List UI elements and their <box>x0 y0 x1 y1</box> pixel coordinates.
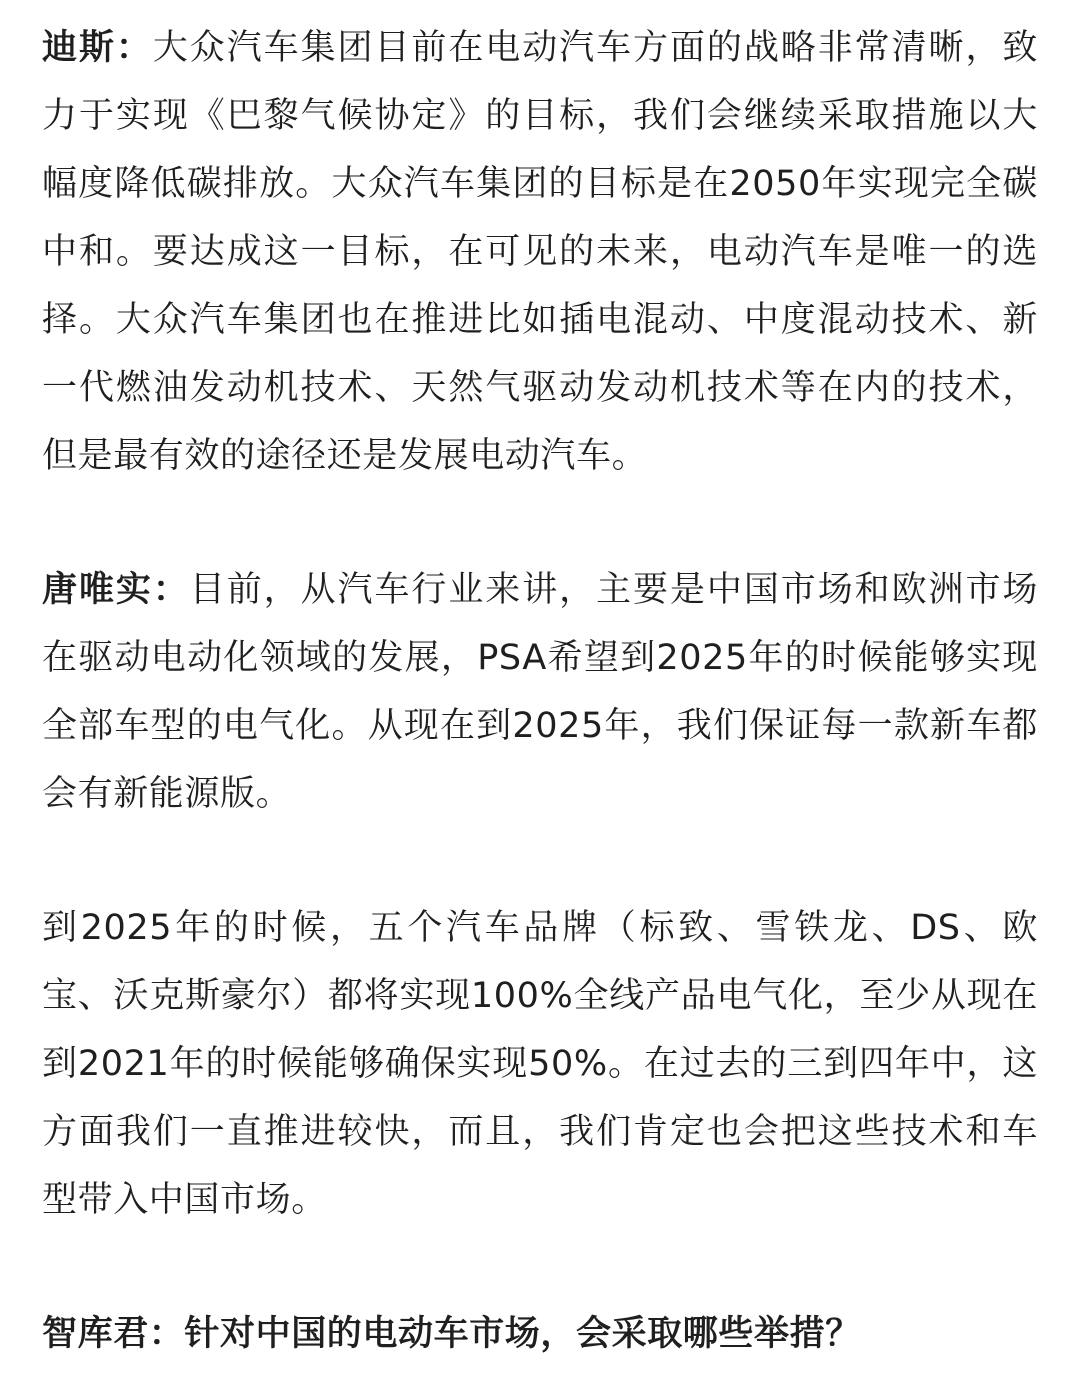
question-text: 针对中国的电动车市场，会采取哪些举措？ <box>184 1314 861 1354</box>
speaker-label: 唐唯实： <box>42 570 190 610</box>
paragraph-text: 目前，从汽车行业来讲，主要是中国市场和欧洲市场在驱动电动化领域的发展，PSA希望到2025年的时候能够实现全部车型的电气化。从现在到2025年，我们保证每一款新车都会有新能源版。 <box>42 570 1038 814</box>
paragraph-text: 到2025年的时候，五个汽车品牌（标致、雪铁龙、DS、欧宝、沃克斯豪尔）都将实现100%全线产品电气化，至少从现在到2021年的时候能够确保实现50%。在过去的三到四年中，这方面我们一直推进较快，而且，我们肯定也会把这些技术和车型带入中国市场。 <box>42 908 1038 1220</box>
paragraph-dis <box>42 14 1038 490</box>
paragraph-question <box>42 1300 1038 1368</box>
article-body <box>42 14 1038 1368</box>
speaker-label: 智库君： <box>42 1314 185 1354</box>
speaker-label: 迪斯： <box>42 28 153 68</box>
paragraph-tang-weishi <box>42 556 1038 828</box>
paragraph-continuation <box>42 894 1038 1234</box>
paragraph-text: 大众汽车集团目前在电动汽车方面的战略非常清晰，致力于实现《巴黎气候协定》的目标，我们会继续采取措施以大幅度降低碳排放。大众汽车集团的目标是在2050年实现完全碳中和。要达成这一目标，在可见的未来，电动汽车是唯一的选择。大众汽车集团也在推进比如插电混动、中度混动技术、新一代燃油发动机技术、天然气驱动发动机技术等在内的技术，但是最有效的途径还是发展电动汽车。 <box>42 28 1038 476</box>
